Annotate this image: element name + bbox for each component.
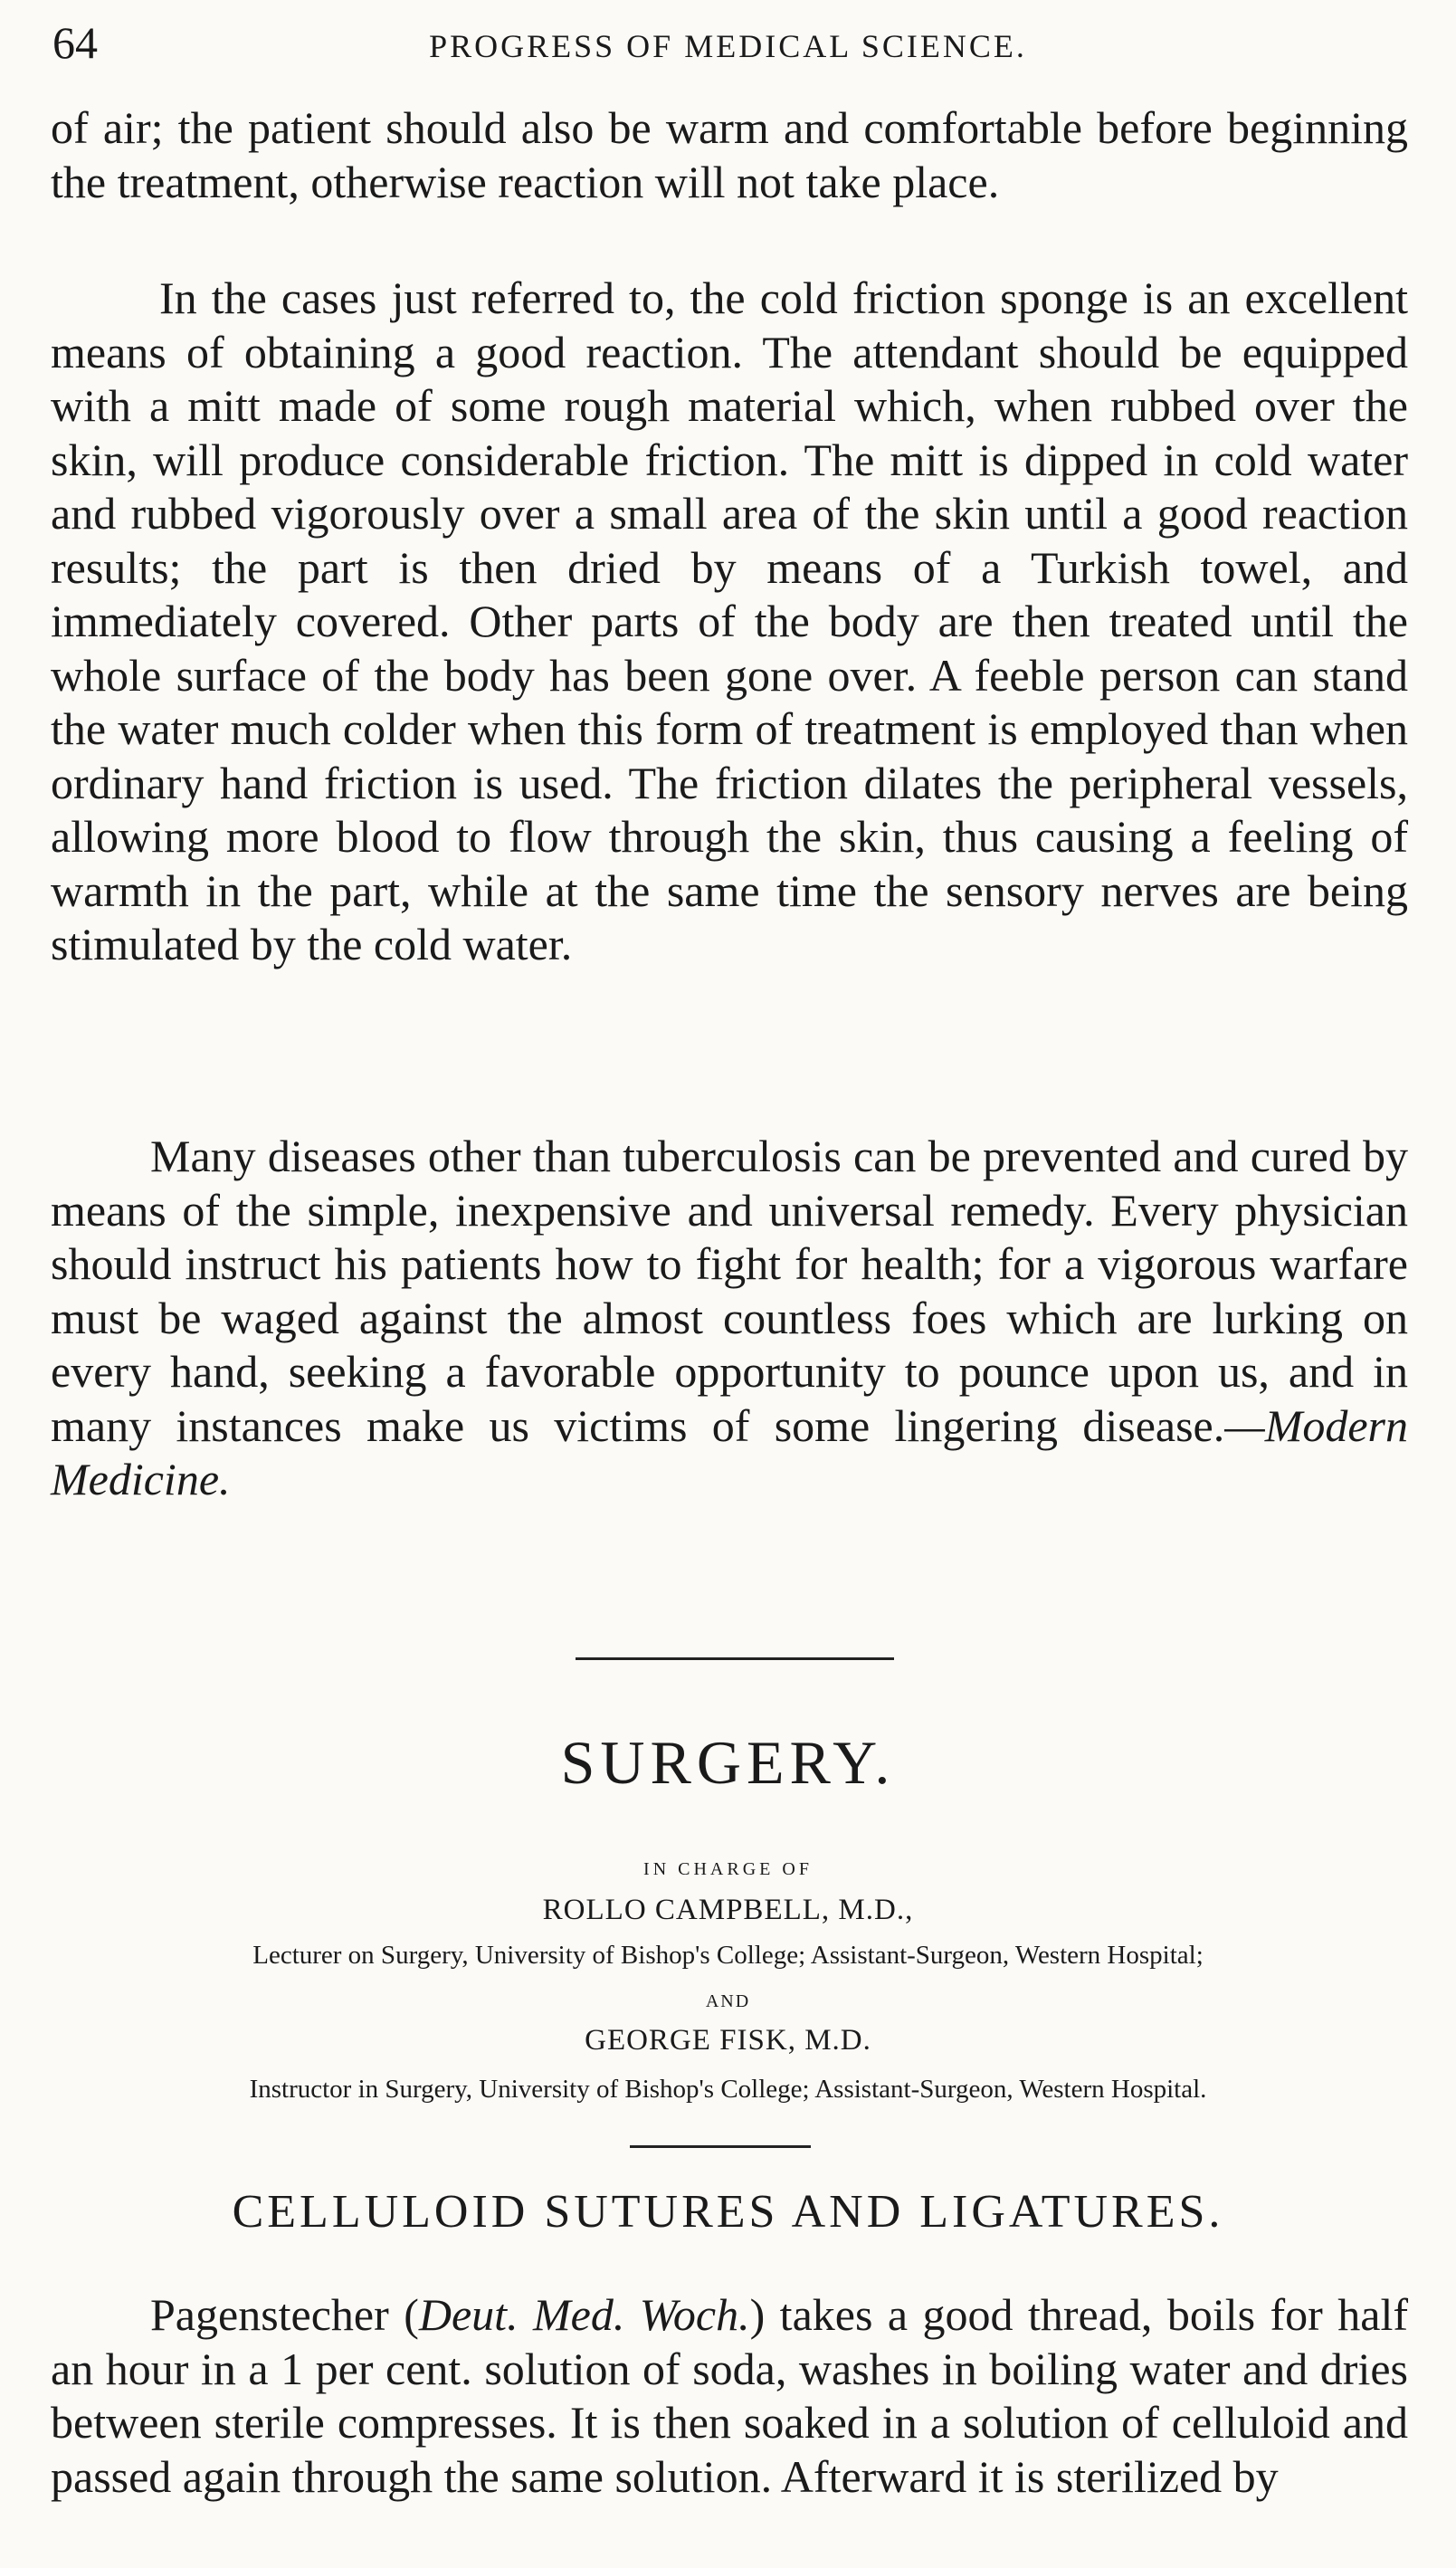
editor-conjunction: AND xyxy=(705,1991,751,2011)
journal-citation: Deut. Med. Woch. xyxy=(418,2289,750,2340)
running-header xyxy=(52,16,1404,71)
paragraph-diseases-text: Many diseases other than tuberculosis can be prevented and cured by means of the simple, inexpensive and universal remedy. Every physician should instruct his patients how to fight for health; for a vigorous warfare must be waged against the almost countless foes which are lurking on every hand, seeking a favorable opportunity to pounce upon us, and in many instances make us victims of some lingering disease. xyxy=(51,1131,1408,1451)
source-citation: —Modern Medicine. xyxy=(51,1399,1408,1504)
section-title: SURGERY. xyxy=(560,1728,896,1797)
editor-name-1: ROLLO CAMPBELL, M.D., xyxy=(542,1894,914,1926)
editor-affiliation-1: Lecturer on Surgery, University of Bishop's College; Assistant-Surgeon, Western Hospital; xyxy=(252,1941,1204,1970)
running-title: PROGRESS OF MEDICAL SCIENCE. xyxy=(429,28,1027,64)
paragraph-continuation: of air; the patient should also be warm and comfortable before beginning the treatment, otherwise reaction will not take place. xyxy=(51,102,1408,207)
editor-name-2: GEORGE FISK, M.D. xyxy=(585,2024,871,2057)
article-title: CELLULOID SUTURES AND LIGATURES. xyxy=(232,2186,1224,2238)
page-number: 64 xyxy=(52,17,98,68)
section-divider xyxy=(576,1657,894,1660)
in-charge-label: IN CHARGE OF xyxy=(643,1859,813,1879)
paragraph-diseases xyxy=(51,1130,1408,1507)
paragraph-celluloid xyxy=(51,2288,1408,2504)
paragraph-celluloid-lead: Pagenstecher ( xyxy=(150,2289,419,2340)
paragraph-friction-sponge: In the cases just referred to, the cold friction sponge is an excellent means of obtaining a good reaction. The attendant should be equipped with a mitt made of some rough material which, when rubbed over the skin, will produce considerable friction. The mitt is dipped in cold water and rubbed vigorously over a small area of the skin until a good reaction results; the part is then dried by means of a Turkish towel, and immediately covered. Other parts of the body are then treated until the whole surface of the body has been gone over. A feeble person can stand the water much colder when this form of treatment is employed than when ordinary hand friction is used. The friction dilates the peripheral vessels, allowing more blood to flow through the skin, thus causing a feeling of warmth in the part, while at the same time the sensory nerves are being stimulated by the cold water. xyxy=(51,272,1408,969)
editor-affiliation-2: Instructor in Surgery, University of Bishop's College; Assistant-Surgeon, Western Hospital. xyxy=(249,2075,1207,2104)
article-divider xyxy=(630,2145,811,2148)
paragraph-celluloid-text: ) takes a good thread, boils for half an hour in a 1 per cent. solution of soda, washes in boiling water and dries between sterile compresses. It is then soaked in a solution of celluloid and passed again through the same solution. Afterward it is sterilized by xyxy=(51,2289,1409,2502)
